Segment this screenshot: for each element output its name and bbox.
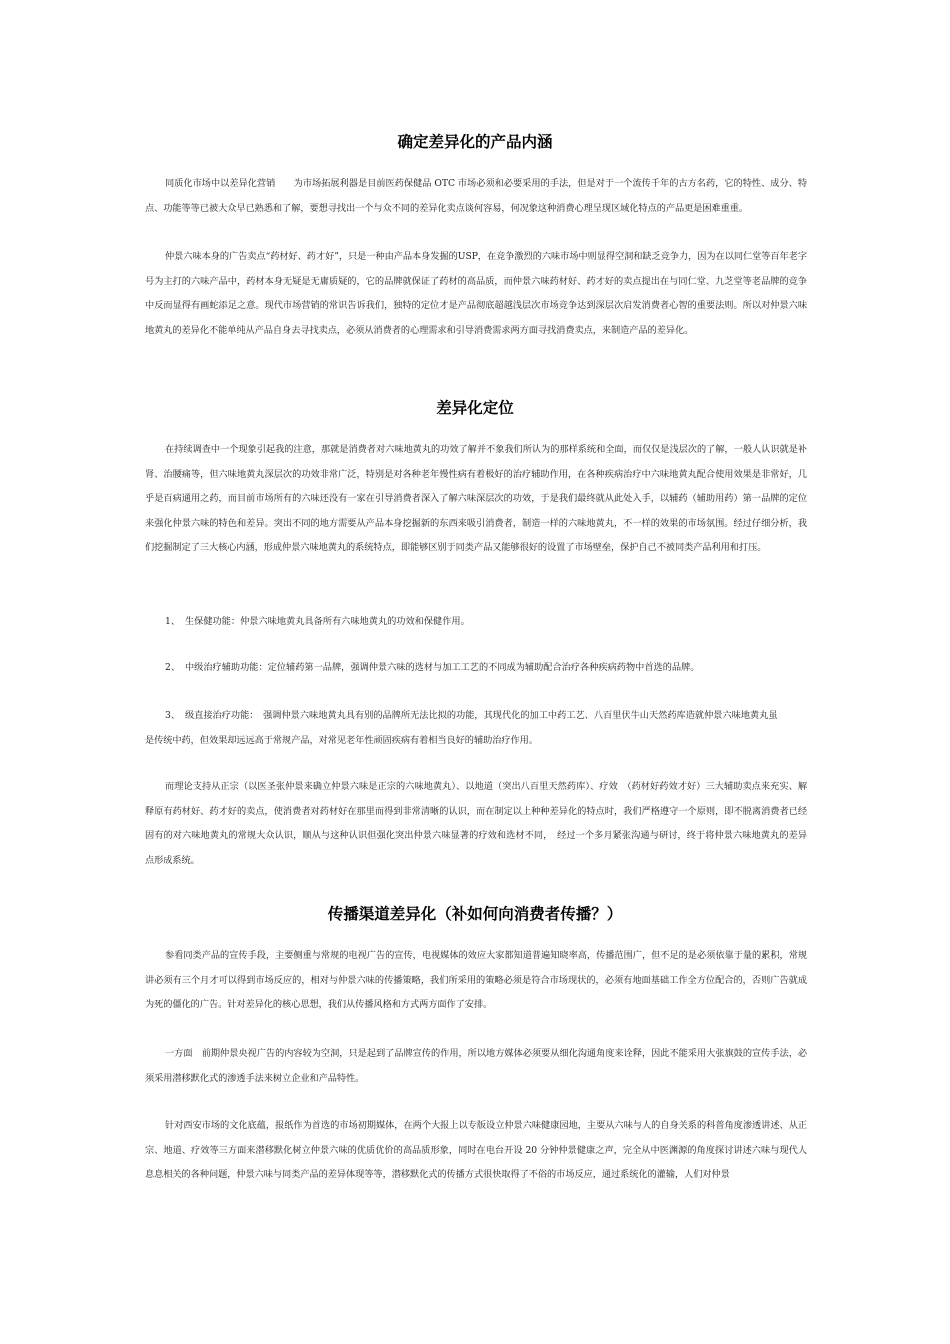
list-text: 中级治疗辅助功能：定位辅药第一品牌，强调仲景六味的选材与加工工艺的不同成为辅助配合治疗各种疾病药物中首选的品牌。 xyxy=(185,662,700,673)
section-title-positioning: 差异化定位 xyxy=(436,399,514,417)
section-title-channel: 传播渠道差异化（补如何向消费者传播？） xyxy=(327,905,623,923)
list-item xyxy=(165,656,805,681)
paragraph: 参看同类产品的宣传手段，主要侧重与常规的电视广告的宣传，电视媒体的效应大家都知道普遍知晓率高，传播范围广，但不足的是必须依靠于量的累积，常规讲必须有三个月才可以得到市场反应的，相对与仲景六味的传播策略，我们所采用的策略必须是符合市场现状的，必须有地面基础工作全方位配合的，否则广告就成为死的僵化的广告。针对差异化的核心思想，我们从传播风格和方式两方面作了安排。 xyxy=(145,950,807,1011)
paragraph: 在持续调查中一个现象引起我的注意，那就是消费者对六味地黄丸的功效了解并不象我们所认为的那样系统和全面，而仅仅是浅层次的了解，一般人认识就是补肾、治腰痛等，但六味地黄丸深层次的功效非常广泛，特别是对各种老年慢性病有着极好的治疗辅助作用，在各种疾病治疗中六味地黄丸配合使用效果是非常好，几乎是百病通用之药，而目前市场所有的六味还没有一家在引导消费者深入了解六味深层次的功效，于是我们最终就从此处入手，以辅药（辅助用药）第一品牌的定位来强化仲景六味的特色和差异。突出不同的地方需要从产品本身挖掘新的东西来吸引消费者，制造一样的六味地黄丸，不一样的效果的市场氛围。经过仔细分析，我们挖掘制定了三大核心内涵，形成仲景六味地黄丸的系统特点，即能够区别于同类产品又能够很好的设置了市场壁垒，保护自己不被同类产品利用和打压。 xyxy=(145,444,807,554)
paragraph: 而理论支持从正宗（以医圣张仲景来确立仲景六味是正宗的六味地黄丸）、以地道（突出八百里天然药库）、疗效 （药材好药效才好）三大辅助卖点来充实、解释原有药材好、药才好的卖点，使消费者对药材好在那里而得到非常清晰的认识，而在制定以上种种差异化的特点时，我们严格遵守一个原则，即不脱离消费者已经固有的对六味地黄丸的常规大众认识，顺从与这种认识但强化突出仲景六味显著的疗效和选材不同， 经过一个多月紧张沟通与研讨，终于将仲景六味地黄丸的差异点形成系统。 xyxy=(145,781,807,866)
list-text: 级直接治疗功能： 强调仲景六味地黄丸具有别的品牌所无法比拟的功能，其现代化的加工中药工艺、八百里伏牛山天然药库造就仲景六味地黄丸虽 xyxy=(185,710,778,721)
list-number: 3、 xyxy=(165,710,181,721)
section-title-product-connotation: 确定差异化的产品内涵 xyxy=(397,133,553,151)
list-item xyxy=(165,704,805,729)
list-number: 2、 xyxy=(165,662,181,673)
paragraph: 一方面 前期仲景央视广告的内容较为空洞，只是起到了品牌宣传的作用，所以地方媒体必须要从细化沟通角度来诠释，因此不能采用大张旗鼓的宣传手法，必须采用潜移默化式的渗透手法来树立企业和产品特性。 xyxy=(145,1048,807,1084)
paragraph: 仲景六味本身的广告卖点“药材好、药才好”，只是一种由产品本身发掘的USP，在竞争激烈的六味市场中则显得空洞和缺乏竞争力，因为在以同仁堂等百年老字号为主打的六味产品中，药材本身无疑是无庸质疑的，它的品牌就保证了药材的高品质，而仲景六味药材好、药才好的卖点提出在与同仁堂、九芝堂等老品牌的竞争中反而显得有画蛇添足之意。现代市场营销的常识告诉我们，独特的定位才是产品彻底超越浅层次市场竞争达到深层次启发消费者心智的重要法则。所以对仲景六味地黄丸的差异化不能单纯从产品自身去寻找卖点，必须从消费者的心理需求和引导消费需求两方面寻找消费卖点，来制造产品的差异化。 xyxy=(145,251,807,336)
list-item-continuation: 是传统中药，但效果却远远高于常规产品，对常见老年性顽固疾病有着相当良好的辅助治疗作用。 xyxy=(145,735,538,746)
list-text: 生保健功能：仲景六味地黄丸具备所有六味地黄丸的功效和保健作用。 xyxy=(185,616,470,627)
list-number: 1、 xyxy=(165,616,181,627)
list-item xyxy=(165,610,805,635)
paragraph: 针对西安市场的文化底蕴，报纸作为首选的市场初期媒体，在两个大报上以专版设立仲景六味健康园地，主要从六味与人的自身关系的科普角度渗透讲述、从正宗、地道、疗效等三方面来潜移默化树立仲景六味的优质优价的高品质形象，同时在电台开设 20 分钟仲景健康之声，完全从中医渊源的角度探讨讲述六味与现代人息息相关的各种问题，仲景六味与同类产品的差异体现等等，潜移默化式的传播方式很快取得了不俗的市场反应，通过系统化的灌输，人们对仲景 xyxy=(145,1120,807,1181)
paragraph: 同质化市场中以差异化营销 为市场拓展利器是目前医药保健品 OTC 市场必须和必要采用的手法，但是对于一个流传千年的古方名药，它的特性、成分、特点、功能等等已被大众早已熟悉和了解，要想寻找出一个与众不同的差异化卖点谈何容易，何况象这种消费心理呈现区域化特点的产品更是困难重重。 xyxy=(145,178,807,214)
